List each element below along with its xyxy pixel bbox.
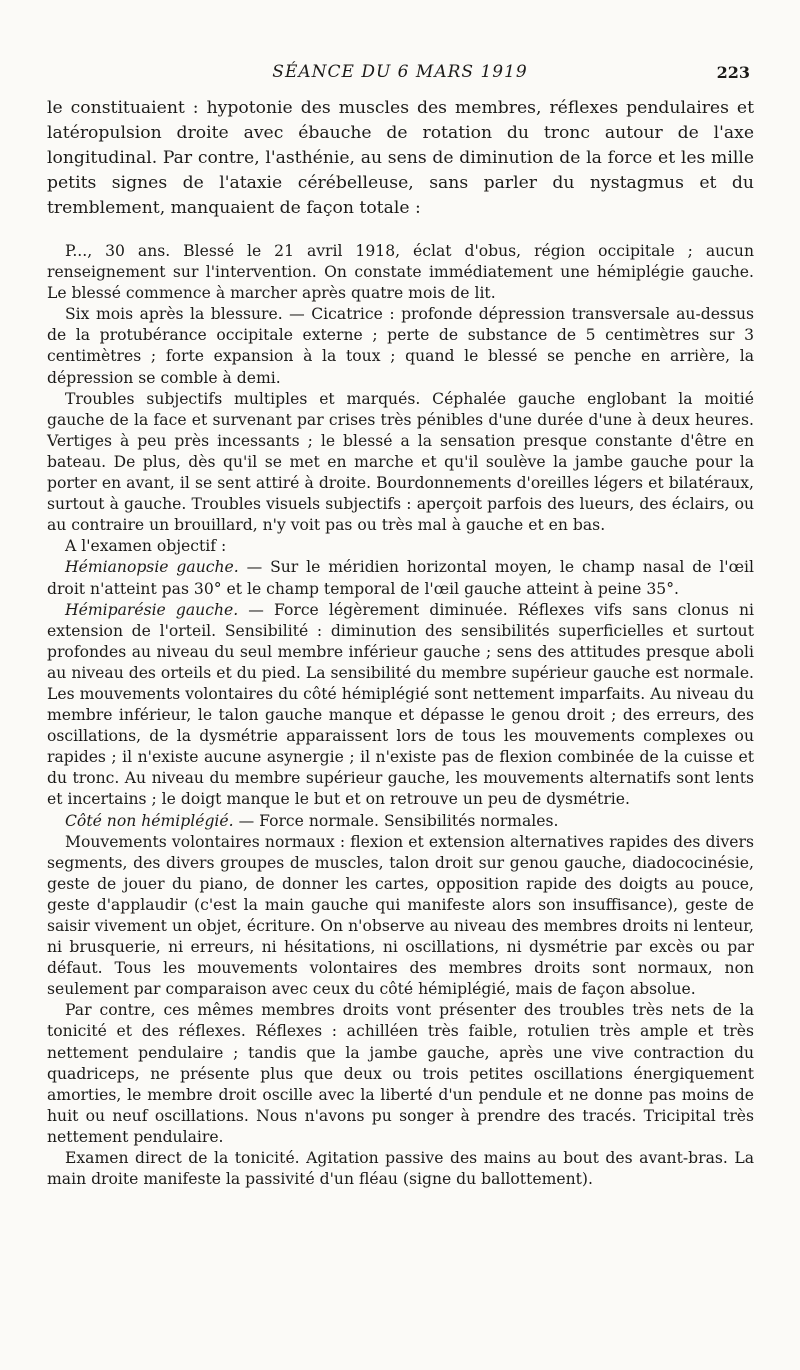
- case-paragraph-non-hemiplegic: [47, 811, 754, 832]
- running-title: SÉANCE DU 6 MARS 1919: [272, 62, 528, 82]
- case-paragraph-voluntary-movements: Mouvements volontaires normaux : flexion et extension alternatives rapides des divers segments, des divers groupes de muscles, talon droit sur genou gauche, diadococinésie, geste de jouer du piano, de donner les cartes, opposition rapide des doigts au pouce, geste d'applaudir (c'est la main gauche qui manifeste alors son insuffisance), geste de saisir vivement un objet, écriture. On n'observe au niveau des membres droits ni lenteur, ni brusquerie, ni erreurs, ni hésitations, ni oscillations, ni dysmétrie par excès ou par défaut. Tous les mouvements volontaires des membres droits sont normaux, non seulement par comparaison avec ceux du côté hémiplégié, mais de façon absolue.: [47, 832, 754, 999]
- case-paragraph-exam-intro: A l'examen objectif :: [65, 537, 227, 556]
- section-label-hemianopsia: Hémianopsie gauche.: [65, 558, 239, 577]
- case-paragraph-tonicity: Examen direct de la tonicité. Agitation passive des mains au bout des avant-bras. La main droite manifeste la passivité d'un fléau (signe du ballottement).: [47, 1149, 754, 1189]
- case-paragraph-scar: Six mois après la blessure. — Cicatrice : profonde dépression transversale au-dessus de la protubérance occipitale externe ; perte de substance de 5 centimètres sur 3 centimètres ; forte expansion à la toux ; quand le blessé se penche en arrière, la dépression se comble à demi.: [47, 305, 754, 387]
- case-paragraph-patient: P..., 30 ans. Blessé le 21 avril 1918, éclat d'obus, région occipitale ; aucun renseignement sur l'intervention. On constate immédiatement une hémiplégie gauche. Le blessé commence à marcher après quatre mois de lit.: [47, 242, 754, 303]
- case-report: [47, 241, 754, 1190]
- hemianopsia-text: — Sur le méridien horizontal moyen, le champ nasal de l'œil droit n'atteint pas 30° et le champ temporal de l'œil gauche atteint à peine 35°.: [47, 558, 754, 598]
- section-label-non-hemiplegic: Côté non hémiplégié.: [65, 811, 234, 830]
- section-label-hemiparesis: Hémiparésie gauche.: [65, 600, 239, 619]
- page-number: 223: [716, 63, 750, 82]
- case-paragraph-hemiparesis: [47, 600, 754, 811]
- case-paragraph-subjective: Troubles subjectifs multiples et marqués. Céphalée gauche englobant la moitié gauche de la face et survenant par crises très pénibles d'une durée d'une à deux heures. Vertiges à peu près incessants ; le blessé a la sensation presque constante d'être en bateau. De plus, dès qu'il se met en marche et qu'il soulève la jambe gauche pour la porter en avant, il se sent attiré à droite. Bourdonnements d'oreilles légers et bilatéraux, surtout à gauche. Troubles visuels subjectifs : aperçoit parfois des lueurs, des éclairs, ou au contraire un brouillard, n'y voit pas ou très mal à gauche et en bas.: [47, 389, 754, 535]
- case-paragraph-reflexes: Par contre, ces mêmes membres droits vont présenter des troubles très nets de la tonicité et des réflexes. Réflexes : achilléen très faible, rotulien très ample et très nettement pendulaire ; tandis que la jambe gauche, après une vive contraction du quadriceps, ne présente plus que deux ou trois petites oscillations énergiquement amorties, le membre droit oscille avec la liberté d'un pendule et ne donne pas moins de huit ou neuf oscillations. Nous n'avons pu songer à prendre des tracés. Tricipital très nettement pendulaire.: [47, 1001, 754, 1146]
- intro-block: [47, 96, 754, 221]
- intro-paragraph: le constituaient : hypotonie des muscles des membres, réflexes pendulaires et latéropulsion droite avec ébauche de rotation du tronc autour de l'axe longitudinal. Par contre, l'asthénie, au sens de diminution de la force et les mille petits signes de l'ataxie cérébelleuse, sans parler du nystagmus et du tremblement, manquaient de façon totale :: [47, 98, 754, 218]
- page-header: [0, 62, 800, 84]
- hemiparesis-text: — Force légèrement diminuée. Réflexes vifs sans clonus ni extension de l'orteil. Sensibilité : diminution des sensibilités superficielles et surtout profondes au niveau du seul membre inférieur gauche ; sens des attitudes presque aboli au niveau des orteils et du pied. La sensibilité du membre supérieur gauche est normale. Les mouvements volontaires du côté hémiplégié sont nettement imparfaits. Au niveau du membre inférieur, le talon gauche manque et dépasse le genou droit ; des erreurs, des oscillations, de la dysmétrie apparaissent lors de tous les mouvements complexes ou rapides ; il n'existe aucune asynergie ; il n'existe pas de flexion combinée de la cuisse et du tronc. Au niveau du membre supérieur gauche, les mouvements alternatifs sont lents et incertains ; le doigt manque le but et on retrouve un peu de dysmétrie.: [47, 600, 754, 809]
- case-paragraph-hemianopsia: [47, 557, 754, 599]
- page-body: [47, 96, 754, 1190]
- non-hemiplegic-text: — Force normale. Sensibilités normales.: [233, 811, 559, 830]
